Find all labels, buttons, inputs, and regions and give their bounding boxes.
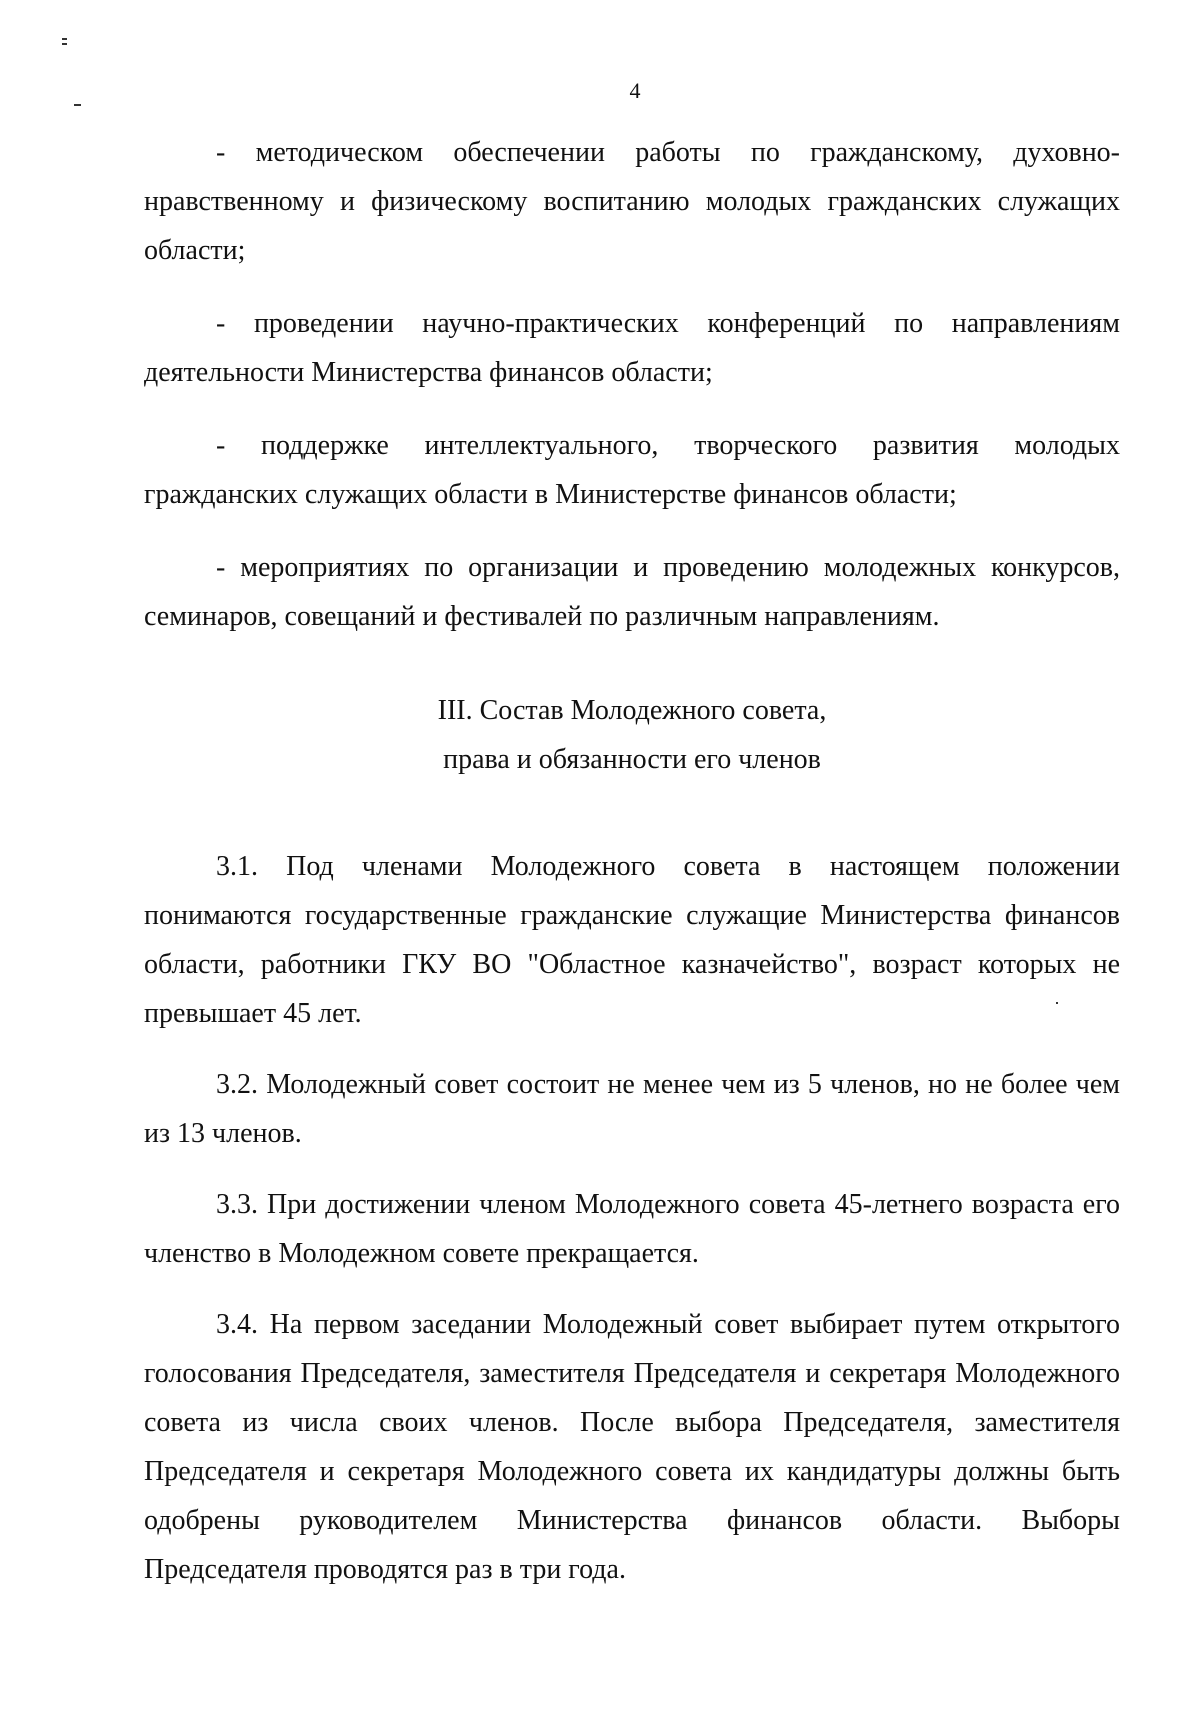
bullet-intellectual-support: - поддержке интеллектуального, творческого развития молодых гражданских служащих области в Министерстве финансов области; — [144, 430, 1120, 510]
clause-3-4: 3.4. На первом заседании Молодежный совет выбирает путем открытого голосования Председателя, заместителя Председателя и секретаря Молодежного совета из числа своих членов. После выбора Председателя, заместителя Председателя и секретаря Молодежного совета их кандидатуры должны быть одобрены руководителем Министерства финансов области. Выборы Председателя проводятся раз в три года. — [144, 1309, 1120, 1585]
section-heading — [144, 686, 1120, 784]
section-heading-line-2: права и обязанности его членов — [443, 744, 821, 775]
section-heading-line-1: III. Состав Молодежного совета, — [437, 695, 827, 726]
clause-3-2: 3.2. Молодежный совет состоит не менее чем из 5 членов, но не более чем из 13 членов. — [144, 1069, 1120, 1149]
clause-3-3: 3.3. При достижении членом Молодежного совета 45-летнего возраста его членство в Молодежном совете прекращается. — [144, 1189, 1120, 1269]
bullet-events: - мероприятиях по организации и проведению молодежных конкурсов, семинаров, совещаний и фестивалей по различным направлениям. — [144, 552, 1120, 632]
document-body — [144, 128, 1120, 1594]
page-number: 4 — [629, 78, 641, 103]
clause-3-1: 3.1. Под членами Молодежного совета в настоящем положении понимаются государственные гражданские служащие Министерства финансов области, работники ГКУ ВО "Областное казначейство", возраст которых не превышает 45 лет. — [144, 851, 1120, 1029]
bullet-conferences: - проведении научно-практических конференций по направлениям деятельности Министерства финансов области; — [144, 308, 1120, 388]
bullet-methodical-support: - методическом обеспечении работы по гражданскому, духовно-нравственному и физическому воспитанию молодых гражданских служащих области; — [144, 137, 1120, 266]
